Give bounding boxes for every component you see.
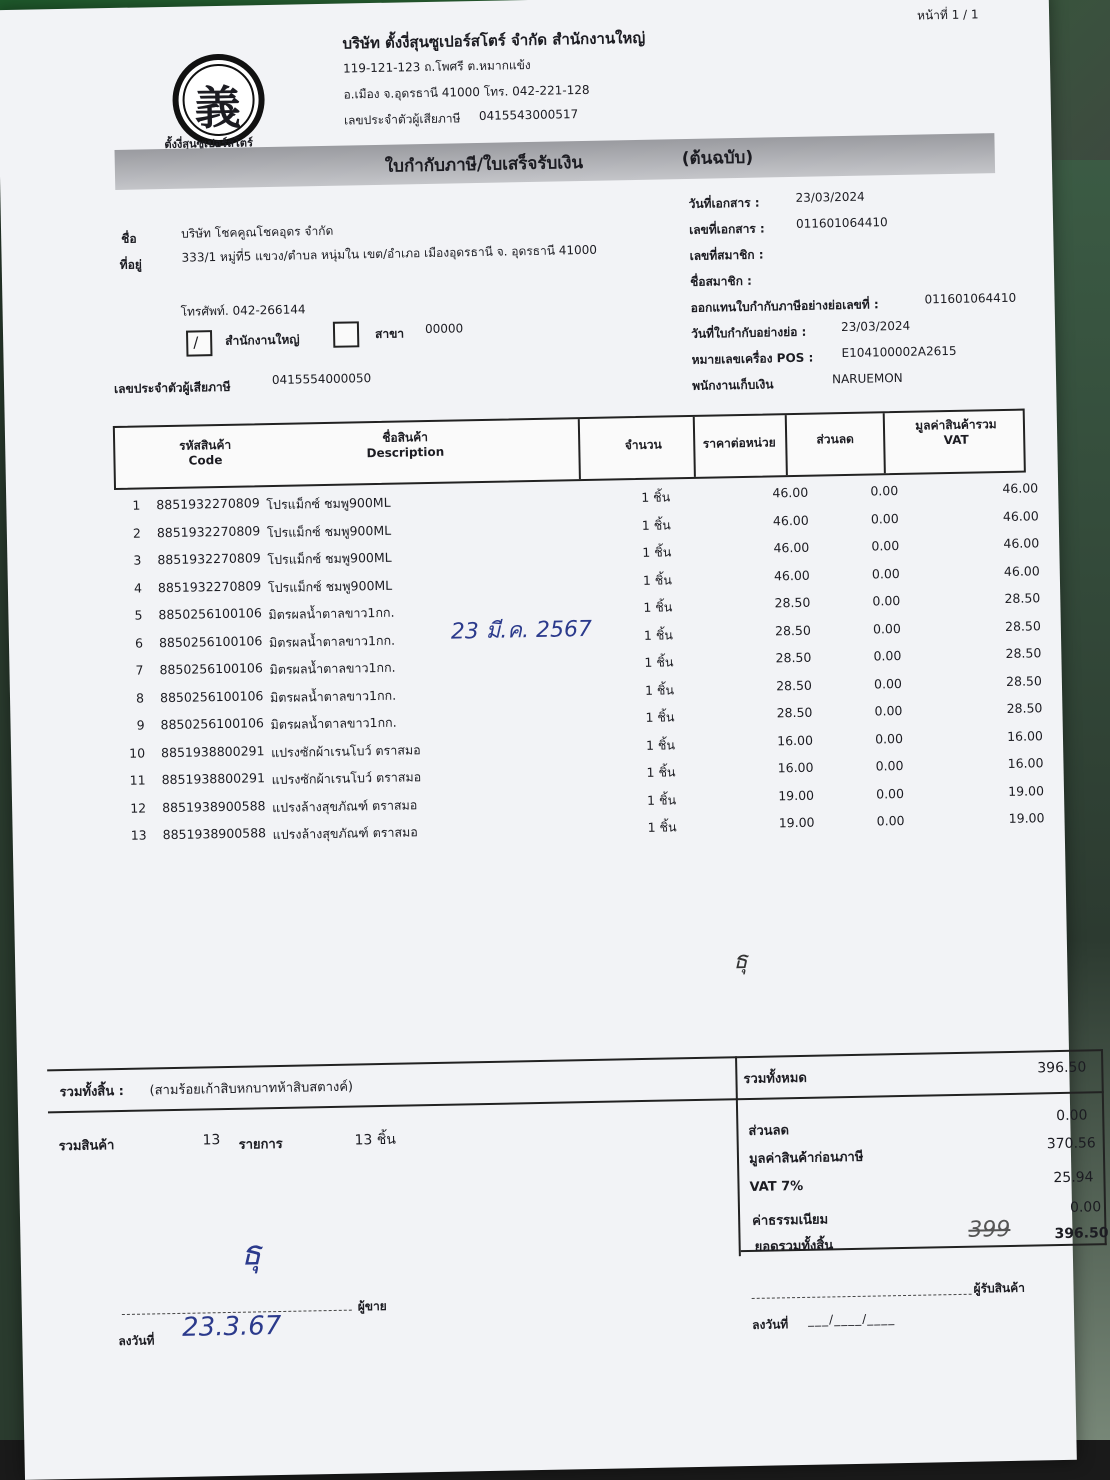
total-label: รวมทั้งสิ้น : [59, 1083, 125, 1101]
code-header-th: รหัสสินค้า [179, 437, 232, 453]
company-tax-label: เลขประจำตัวผู้เสียภาษี [343, 111, 461, 128]
handwritten-date-note: 23 มี.ค. 2567 [450, 616, 593, 645]
page-number: หน้าที่ 1 / 1 [916, 7, 979, 23]
row-unit-price: 46.00 [773, 567, 810, 583]
row-unit-price: 28.50 [774, 594, 811, 611]
fee-label: ค่าธรรมเนียม [752, 1212, 829, 1229]
abbr-date: 23/03/2024 [840, 318, 911, 335]
row-code: 8851938900588 [161, 797, 266, 815]
fee-value: 0.00 [1069, 1199, 1102, 1216]
customer-tax-label: เลขประจำตัวผู้เสียภาษี [113, 379, 231, 397]
row-number: 7 [135, 662, 144, 678]
code-header-en: Code [188, 452, 223, 468]
row-unit-price: 28.50 [776, 704, 813, 721]
row-unit-price: 16.00 [777, 732, 814, 748]
company-name: บริษัท ตั้งงี่สุนซูเปอร์สโตร์ จำกัด สำนักงานใหญ่ [342, 28, 646, 53]
abbr-date-label: วันที่ใบกำกับอย่างย่อ : [691, 324, 807, 341]
row-code: 8851938800291 [161, 770, 266, 788]
seller-label: ผู้ขาย [357, 1298, 387, 1314]
discount-label: ส่วนลด [748, 1123, 790, 1139]
row-unit-price: 46.00 [772, 512, 809, 528]
column-header-amount [891, 417, 1022, 449]
doc-date: 23/03/2024 [795, 189, 865, 205]
row-discount: 0.00 [872, 620, 901, 636]
header-divider [578, 419, 581, 479]
column-header-discount: ส่วนลด [816, 431, 855, 447]
handwritten-sign-date: 23.3.67 [181, 1310, 282, 1343]
customer-name-label: ชื่อ [121, 231, 137, 246]
row-quantity: 1 ชิ้น [642, 571, 672, 588]
doc-number-label: เลขที่เอกสาร : [689, 221, 765, 237]
pos-label: หมายเลขเครื่อง POS : [691, 350, 814, 367]
doc-number: 011601064410 [795, 215, 888, 231]
row-quantity: 1 ชิ้น [644, 654, 674, 670]
replace-doc-number: 011601064410 [924, 290, 1017, 307]
row-code: 8850256100106 [159, 687, 264, 705]
row-description: แปรงล้างสุขภัณฑ์ ตราสมอ [272, 796, 418, 815]
row-discount: 0.00 [870, 482, 899, 499]
row-unit-price: 28.50 [775, 649, 812, 666]
row-discount: 0.00 [871, 537, 900, 554]
row-unit-price: 19.00 [778, 787, 815, 803]
row-number: 12 [130, 799, 147, 816]
row-amount: 28.50 [1004, 617, 1041, 634]
row-description: แปรงซักผ้าเรนโบว์ ตราสมอ [270, 741, 421, 760]
row-discount: 0.00 [874, 702, 903, 719]
member-number-label: เลขที่สมาชิก : [689, 247, 764, 263]
company-address-2: อ.เมือง จ.อุดรธานี 41000 โทร. 042-221-128 [343, 82, 590, 102]
row-discount: 0.00 [870, 510, 899, 527]
before-vat-value: 370.56 [1046, 1135, 1096, 1153]
items-count: 13 [202, 1132, 221, 1149]
row-code: 8850256100106 [158, 605, 262, 623]
row-quantity: 1 ชิ้น [641, 489, 671, 505]
branch-label: สาขา [374, 326, 405, 342]
row-quantity: 1 ชิ้น [643, 626, 674, 643]
row-discount: 0.00 [872, 592, 901, 609]
row-code: 8851938900588 [162, 825, 267, 843]
company-address-1: 119-121-123 ถ.โพศรี ต.หมากแข้ง [342, 57, 531, 76]
row-number: 1 [132, 497, 141, 513]
pos-number: E104100002A2615 [841, 343, 957, 361]
receiver-label: ผู้รับสินค้า [973, 1280, 1026, 1296]
row-discount: 0.00 [875, 757, 904, 774]
amount-header-en: VAT [943, 432, 969, 448]
row-code: 8851938800291 [160, 742, 265, 760]
amount-header-th: มูลค่าสินค้ารวม [915, 417, 997, 433]
row-amount: 28.50 [1005, 672, 1043, 689]
items-count-label: รวมสินค้า [58, 1138, 115, 1155]
column-header-description [345, 429, 466, 461]
row-amount: 28.50 [1005, 645, 1042, 661]
before-vat-label: มูลค่าสินค้าก่อนภาษี [748, 1149, 864, 1167]
row-description: แปรงล้างสุขภัณฑ์ ตราสมอ [272, 824, 418, 843]
row-number: 4 [133, 580, 143, 596]
row-amount: 46.00 [1003, 562, 1040, 579]
row-amount: 19.00 [1008, 810, 1045, 826]
row-discount: 0.00 [874, 730, 904, 746]
grand-total-value: 396.50 [1037, 1059, 1087, 1077]
row-quantity: 1 ชิ้น [646, 764, 676, 780]
branch-checkbox [333, 321, 359, 347]
row-description: โปรแม็กซ์ ชมพู900ML [266, 494, 391, 513]
handwritten-signature: ธุ [240, 1233, 262, 1274]
row-amount: 19.00 [1008, 782, 1045, 799]
items-table-header [113, 409, 1026, 490]
row-quantity: 1 ชิ้น [645, 736, 676, 753]
row-code: 8851932270809 [156, 522, 261, 540]
row-amount: 46.00 [1003, 535, 1040, 551]
seller-date-label: ลงวันที่ [118, 1333, 155, 1349]
row-number: 8 [135, 690, 145, 706]
branch-number: 00000 [424, 321, 464, 337]
grand-total-label: รวมทั้งหมด [743, 1070, 807, 1088]
row-unit-price: 28.50 [774, 622, 811, 638]
row-quantity: 1 ชิ้น [642, 544, 672, 560]
document-copy-type: (ต้นฉบับ) [681, 147, 754, 170]
row-amount: 46.00 [1002, 480, 1039, 496]
vat-value: 25.94 [1053, 1169, 1094, 1187]
desc-header-en: Description [366, 444, 445, 461]
handwritten-scribble: ธุ [732, 945, 749, 975]
row-number: 2 [132, 525, 142, 541]
row-unit-price: 19.00 [778, 814, 815, 831]
member-name-label: ชื่อสมาชิก : [690, 273, 752, 289]
row-number: 9 [136, 717, 145, 733]
row-amount: 16.00 [1006, 727, 1044, 744]
document-title: ใบกำกับภาษี/ใบเสร็จรับเงิน [384, 152, 584, 177]
row-unit-price: 16.00 [777, 759, 814, 776]
receiver-date-label: ลงวันที่ [752, 1317, 789, 1332]
row-quantity: 1 ชิ้น [645, 709, 675, 725]
row-unit-price: 46.00 [773, 539, 810, 556]
logo-caption: ตั้งงี่สุนซูเปอร์สโตร์ [164, 136, 254, 152]
row-number: 11 [129, 772, 146, 788]
row-amount: 28.50 [1006, 700, 1043, 716]
row-description: มิตรผลน้ำตาลขาว1กก. [268, 632, 396, 650]
row-description: โปรแม็กซ์ ชมพู900ML [267, 577, 393, 595]
total-in-words: (สามร้อยเก้าสิบหกบาทห้าสิบสตางค์) [149, 1079, 354, 1099]
row-number: 6 [134, 635, 144, 651]
column-header-code [155, 437, 256, 469]
row-description: มิตรผลน้ำตาลขาว1กก. [268, 604, 395, 623]
replace-doc-label: ออกแทนใบกำกับภาษีอย่างย่อเลขที่ : [690, 297, 879, 315]
items-unit: รายการ [238, 1136, 283, 1153]
row-unit-price: 28.50 [775, 677, 813, 693]
receiver-sign-line [752, 1294, 972, 1299]
net-total-value: 396.50 [1054, 1225, 1109, 1243]
row-quantity: 1 ชิ้น [641, 516, 671, 533]
row-number: 10 [129, 744, 146, 761]
row-description: มิตรผลน้ำตาลขาว1กก. [269, 659, 396, 678]
row-code: 8851932270809 [157, 550, 261, 568]
pieces-count: 13 ชิ้น [354, 1131, 397, 1149]
logo-glyph: 義 [194, 80, 242, 136]
customer-name: บริษัท โชคคูณโชคอุดร จำกัด [180, 223, 334, 241]
receiver-date-blank: ___/____/____ [807, 1311, 896, 1327]
row-amount: 46.00 [1002, 507, 1039, 524]
row-code: 8850256100106 [160, 715, 265, 733]
row-amount: 28.50 [1004, 590, 1041, 606]
row-amount: 16.00 [1007, 755, 1044, 771]
row-discount: 0.00 [873, 675, 903, 691]
row-description: โปรแม็กซ์ ชมพู900ML [267, 549, 392, 568]
handwritten-crossed-total: 399 [968, 1216, 1011, 1243]
row-discount: 0.00 [873, 647, 902, 664]
customer-tax-id: 0415554000050 [271, 371, 372, 387]
row-code: 8851932270809 [156, 495, 260, 513]
row-description: มิตรผลน้ำตาลขาว1กก. [269, 687, 397, 705]
row-code: 8851932270809 [157, 577, 262, 595]
row-quantity: 1 ชิ้น [647, 819, 677, 835]
row-number: 5 [134, 607, 143, 623]
customer-phone: โทรศัพท์. 042-266144 [180, 302, 306, 319]
row-discount: 0.00 [876, 785, 905, 801]
net-total-label: ยอดรวมทั้งสิ้น [754, 1238, 834, 1255]
row-quantity: 1 ชิ้น [643, 599, 673, 615]
column-header-qty: จำนวน [624, 437, 662, 453]
column-header-price: ราคาต่อหน่วย [702, 435, 776, 451]
row-quantity: 1 ชิ้น [646, 791, 677, 808]
company-tax-id: 0415543000517 [478, 107, 579, 123]
cashier-name: NARUEMON [831, 370, 903, 387]
head-office-checkbox [186, 330, 212, 356]
discount-value: 0.00 [1056, 1107, 1088, 1125]
customer-address: 333/1 หมู่ที่5 แขวง/ตำบล หนุ่มใน เขต/อำเภอ เมืองอุดรธานี จ. อุดรธานี 41000 [181, 242, 598, 265]
customer-address-label: ที่อยู่ [119, 257, 143, 272]
row-quantity: 1 ชิ้น [644, 681, 675, 698]
row-description: แปรงซักผ้าเรนโบว์ ตราสมอ [271, 769, 422, 788]
row-number: 3 [133, 552, 142, 568]
row-code: 8850256100106 [159, 660, 264, 678]
desc-header-th: ชื่อสินค้า [382, 430, 429, 445]
row-discount: 0.00 [871, 565, 900, 582]
cashier-label: พนักงานเก็บเงิน [692, 377, 774, 393]
head-office-label: สำนักงานใหญ่ [225, 332, 300, 348]
doc-date-label: วันที่เอกสาร : [688, 195, 760, 211]
checkmark-icon: / [193, 333, 199, 352]
row-unit-price: 46.00 [772, 484, 809, 501]
row-description: มิตรผลน้ำตาลขาว1กก. [270, 714, 397, 733]
row-discount: 0.00 [876, 812, 905, 829]
row-description: โปรแม็กซ์ ชมพู900ML [266, 522, 392, 540]
row-number: 13 [130, 827, 147, 843]
row-code: 8850256100106 [158, 632, 263, 650]
vat-label: VAT 7% [749, 1178, 804, 1195]
